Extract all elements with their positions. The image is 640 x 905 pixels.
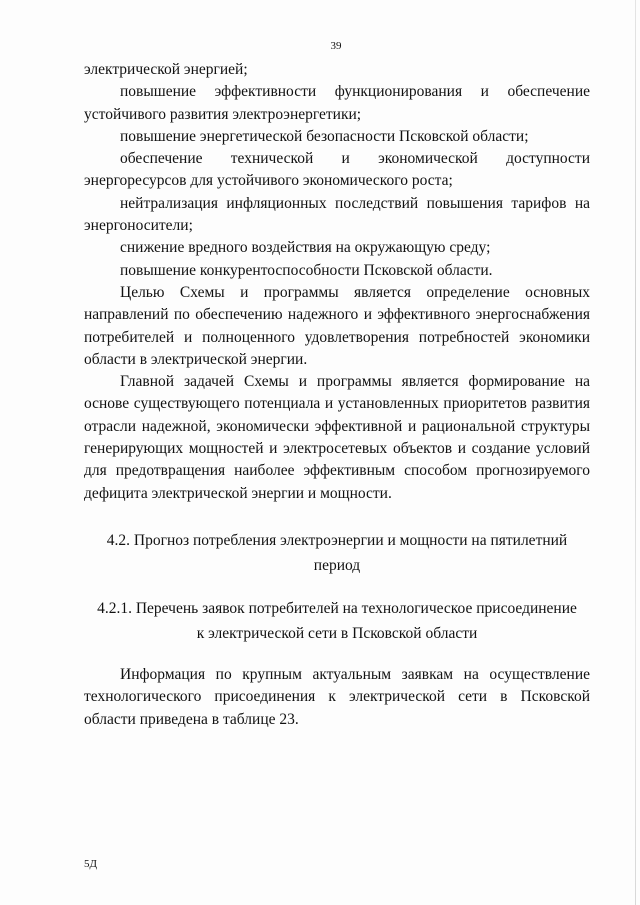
list-item: электрической энергией;	[84, 61, 248, 78]
heading-line: 4.2.1. Перечень заявок потребителей на технологическое присоединение	[97, 600, 577, 617]
list-item: повышение конкурентоспособности Псковской области.	[120, 261, 493, 279]
section-heading-4-2	[84, 528, 590, 578]
heading-line: 4.2. Прогноз потребления электроэнергии и мощности на пятилетний	[106, 532, 568, 549]
objectives-list	[84, 59, 590, 505]
info-block	[84, 664, 590, 731]
heading-line: период	[313, 557, 361, 574]
section-heading-4-2-1	[84, 596, 590, 646]
page-edge	[635, 0, 636, 905]
info-paragraph: Информация по крупным актуальным заявкам на осуществление технологического присоединения к электрической сети в Псковской области приведена в таблице 23.	[84, 666, 590, 728]
list-item: повышение эффективности функционирования и обеспечение устойчивого развития электроэнергетики;	[84, 83, 590, 123]
list-item: обеспечение технической и экономической доступности энергоресурсов для устойчивого экономического роста;	[84, 150, 590, 190]
goal-paragraph: Целью Схемы и программы является определение основных направлений по обеспечению надежного и эффективного энергоснабжения потребителей и полноценного удовлетворения потребностей экономики области в электрической энергии.	[84, 283, 590, 368]
list-item: снижение вредного воздействия на окружающую среду;	[120, 239, 491, 257]
footer-code: 5Д	[84, 858, 98, 870]
list-item: нейтрализация инфляционных последствий повышения тарифов на энергоносители;	[84, 194, 590, 235]
task-paragraph: Главной задачей Схемы и программы является формирование на основе существующего потенциала и установленных приоритетов развития отрасли надежной, экономически эффективной и рациональной структуры генерирующих мощностей и электросетевых объектов и создание условий для предотвращения наиболее эффективным способом прогнозируемого дефицита электрической энергии и мощности.	[84, 373, 590, 502]
list-item: повышение энергетической безопасности Псковской области;	[120, 127, 529, 145]
heading-line: к электрической сети в Псковской области	[196, 625, 478, 642]
page-number: 39	[330, 40, 342, 52]
